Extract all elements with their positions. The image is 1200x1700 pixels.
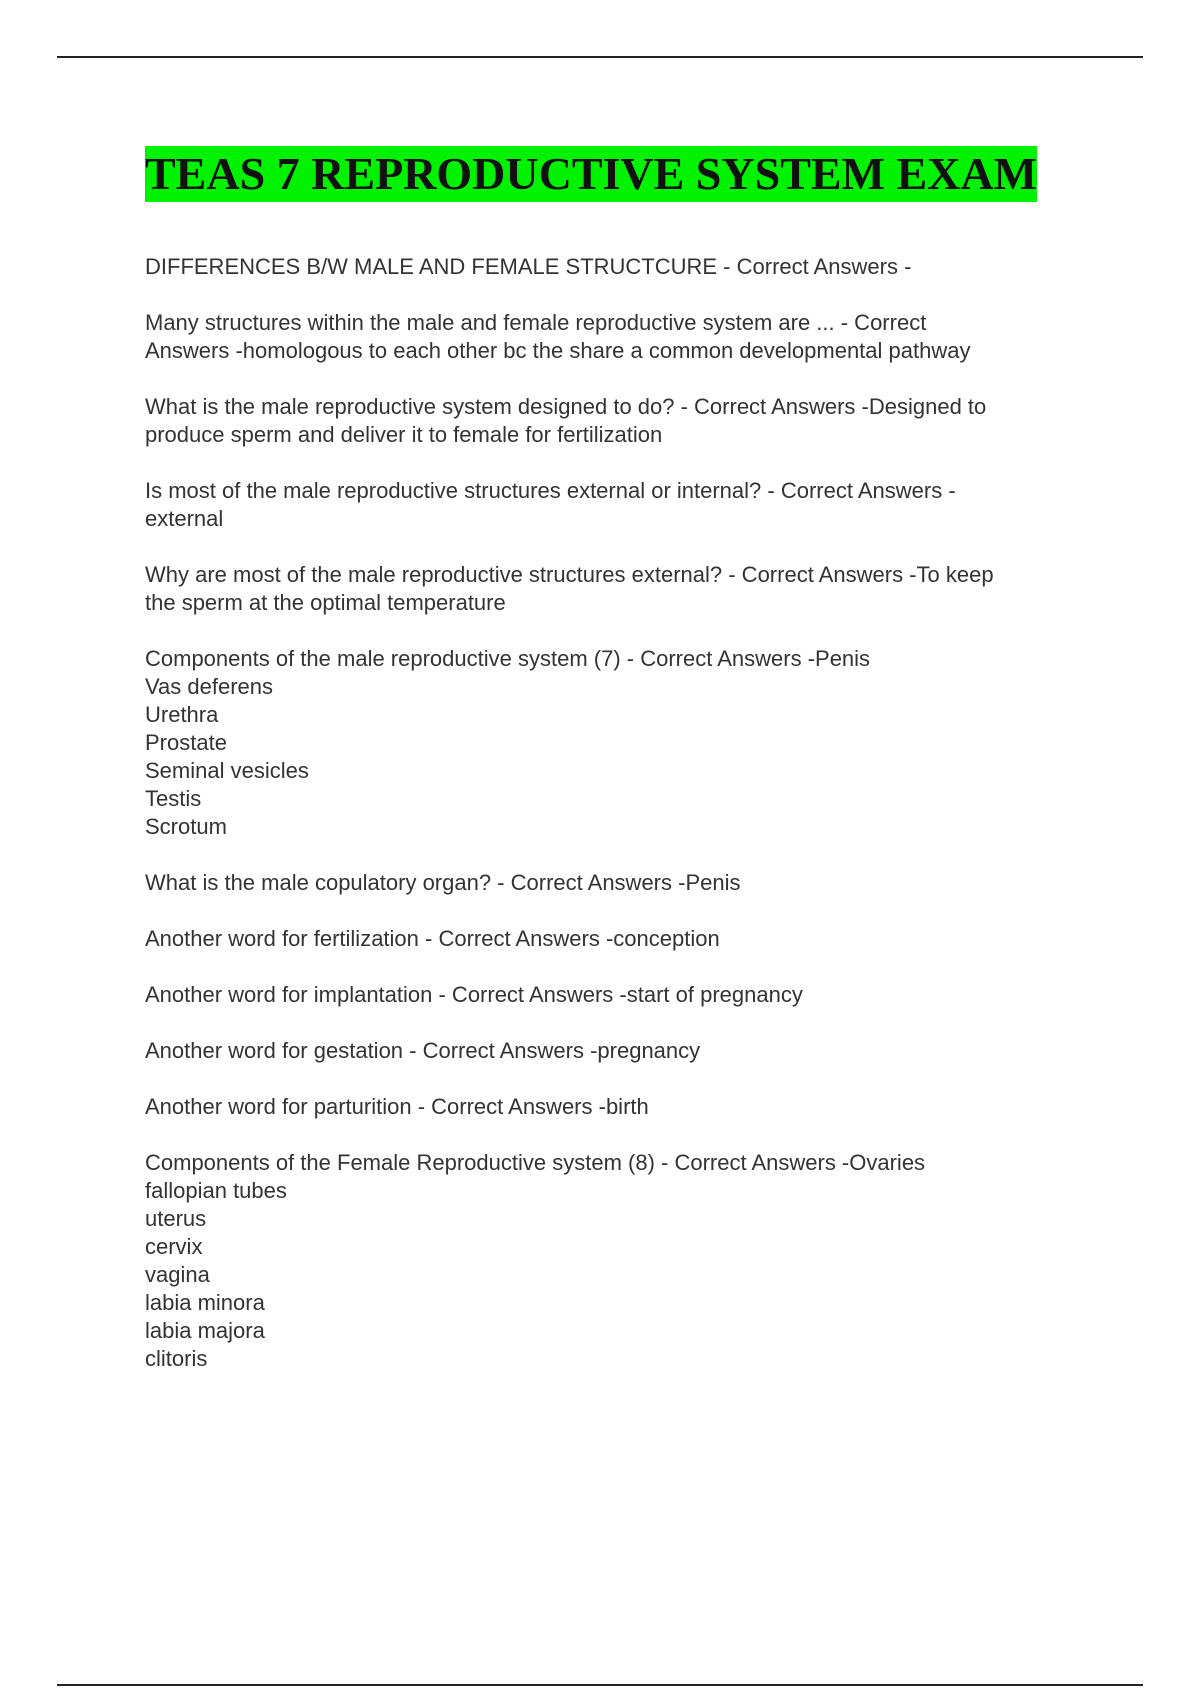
document-body: [145, 146, 1085, 1401]
qa-entry: Another word for gestation - Correct Answers -pregnancy: [145, 1038, 701, 1063]
header-rule: [57, 56, 1143, 58]
qa-entry: What is the male reproductive system designed to do? - Correct Answers -Designed to produce sperm and deliver it to female for fertilization: [145, 394, 987, 447]
qa-entry: What is the male copulatory organ? - Correct Answers -Penis: [145, 870, 741, 895]
qa-entry: Is most of the male reproductive structures external or internal? - Correct Answers - external: [145, 478, 956, 531]
qa-list: [145, 253, 1085, 1373]
qa-entry: Another word for parturition - Correct Answers -birth: [145, 1094, 649, 1119]
qa-entry: DIFFERENCES B/W MALE AND FEMALE STRUCTCURE - Correct Answers -: [145, 254, 912, 279]
qa-entry: Components of the male reproductive system (7) - Correct Answers -Penis Vas deferens Urethra Prostate Seminal vesicles Testis Scrotum: [145, 646, 871, 839]
qa-entry: Many structures within the male and female reproductive system are ... - Correct Answers -homologous to each other bc the share a common developmental pathway: [145, 310, 971, 363]
qa-entry: Components of the Female Reproductive system (8) - Correct Answers -Ovaries fallopian tubes uterus cervix vagina labia minora labia majora clitoris: [145, 1150, 926, 1371]
footer-rule: [57, 1684, 1143, 1686]
document-title: TEAS 7 REPRODUCTIVE SYSTEM EXAM: [145, 146, 1037, 202]
qa-entry: Another word for implantation - Correct Answers -start of pregnancy: [145, 982, 803, 1007]
qa-entry: Why are most of the male reproductive structures external? - Correct Answers -To keep the sperm at the optimal temperature: [145, 562, 994, 615]
qa-entry: Another word for fertilization - Correct Answers -conception: [145, 926, 720, 951]
